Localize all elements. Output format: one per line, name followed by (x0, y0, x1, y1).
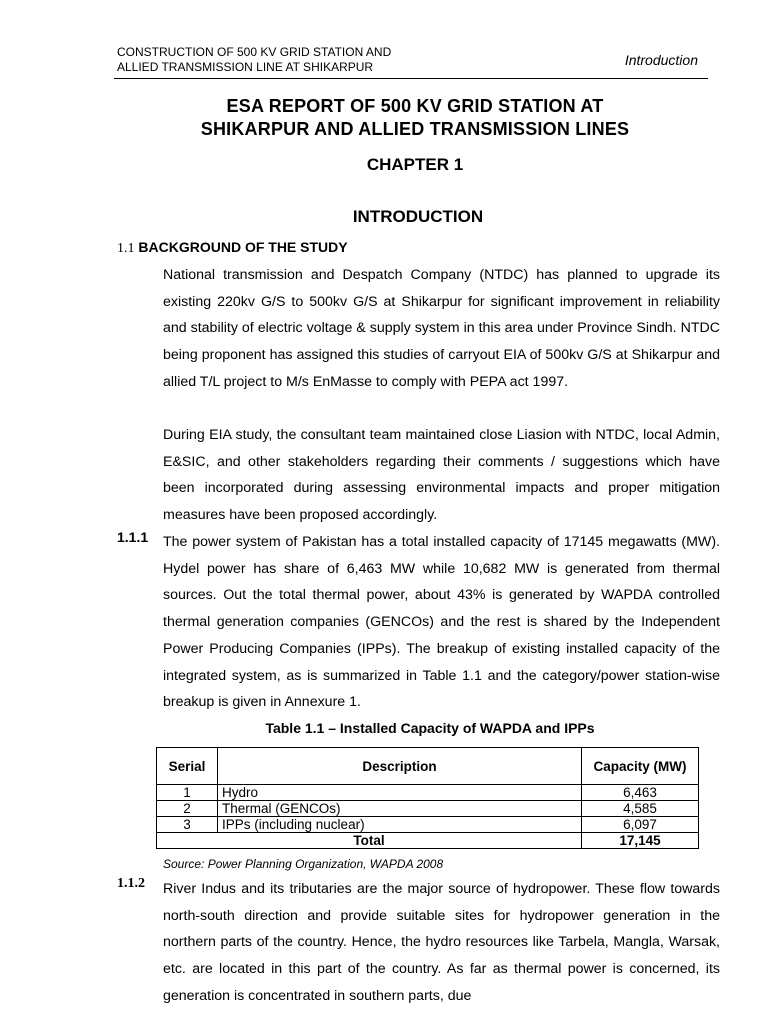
header-rule (114, 78, 708, 79)
section-title: BACKGROUND OF THE STUDY (138, 239, 348, 255)
cell-description: Hydro (218, 785, 582, 801)
table-header-row (157, 748, 699, 785)
running-header-line-2: ALLIED TRANSMISSION LINE AT SHIKARPUR (117, 60, 374, 74)
section-heading (117, 239, 348, 257)
cell-capacity: 4,585 (582, 801, 699, 817)
paragraph-power-system: The power system of Pakistan has a total installed capacity of 17145 megawatts (MW). Hydel power has share of 6,463 MW while 10,682 MW is generated from thermal sources. Out the total thermal power, about 43% is generated by WAPDA controlled thermal generation companies (GENCOs) and the rest is shared by the Independent Power Producing Companies (IPPs). The breakup of existing installed capacity of the integrated system, as is summarized in Table 1.1 and the category/power station-wise breakup is given in Annexure 1. (163, 534, 720, 711)
cell-description: Thermal (GENCOs) (218, 801, 582, 817)
header-capacity: Capacity (MW) (582, 748, 699, 785)
table-row (157, 801, 699, 817)
report-title (0, 95, 768, 141)
running-header-section: Introduction (624, 52, 698, 68)
paragraph-eia-study: During EIA study, the consultant team maintained close Liasion with NTDC, local Admin, E&SIC, and other stakeholders regarding their comments / suggestions which have been incorporated during assessing environmental impacts and proper mitigation measures have been proposed accordingly. (163, 427, 720, 524)
table-row (157, 817, 699, 833)
cell-serial: 1 (157, 785, 218, 801)
table-total-row (157, 833, 699, 849)
running-header-line-1: CONSTRUCTION OF 500 KV GRID STATION AND (117, 45, 392, 59)
report-title-line-2: SHIKARPUR AND ALLIED TRANSMISSION LINES (200, 119, 630, 139)
cell-description: IPPs (including nuclear) (218, 817, 582, 833)
running-header-title (117, 45, 391, 75)
table-caption: Table 1.1 – Installed Capacity of WAPDA and IPPs (265, 720, 595, 736)
cell-serial: 3 (157, 817, 218, 833)
header-description: Description (218, 748, 582, 785)
cell-capacity: 6,463 (582, 785, 699, 801)
clause-number-1-1-2: 1.1.2 (117, 876, 145, 891)
header-serial: Serial (157, 748, 218, 785)
cell-serial: 2 (157, 801, 218, 817)
table-row (157, 785, 699, 801)
report-title-line-1: ESA REPORT OF 500 KV GRID STATION AT (226, 96, 604, 116)
capacity-table (156, 747, 699, 849)
total-value: 17,145 (582, 833, 699, 849)
chapter-heading: CHAPTER 1 (366, 155, 464, 174)
total-label: Total (157, 833, 582, 849)
paragraph-hydropower: River Indus and its tributaries are the major source of hydropower. These flow towards north-south direction and provide suitable sites for hydropower generation in the northern parts of the country. Hence, the hydro resources like Tarbela, Mangla, Warsak, etc. are located in this part of the country. As far as thermal power is concerned, its generation is concentrated in southern parts, due (163, 881, 720, 1004)
introduction-heading: INTRODUCTION (352, 207, 484, 226)
section-number: 1.1 (117, 241, 135, 256)
cell-capacity: 6,097 (582, 817, 699, 833)
table-source-note: Source: Power Planning Organization, WAPDA 2008 (163, 857, 444, 871)
paragraph-background: National transmission and Despatch Company (NTDC) has planned to upgrade its existing 220kv G/S to 500kv G/S at Shikarpur for significant improvement in reliability and stability of electric voltage & supply system in this area under Province Sindh. NTDC being proponent has assigned this studies of carryout EIA of 500kv G/S at Shikarpur and allied T/L project to M/s EnMasse to comply with PEPA act 1997. (163, 267, 720, 390)
clause-number-1-1-1: 1.1.1 (117, 529, 149, 545)
